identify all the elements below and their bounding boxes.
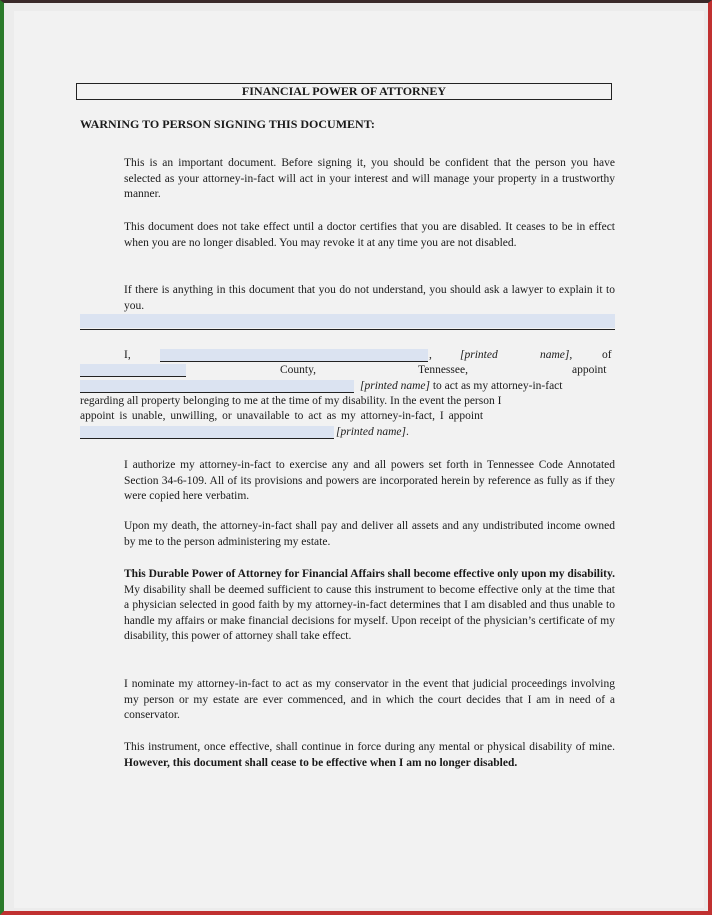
separator-line (80, 329, 615, 330)
printed-label-1 (460, 348, 498, 363)
warning-paragraph-2-text: This document does not take effect until a doctor certifies that you are disabled. It ceases to be in effect when you are no longer disabled. You may revoke it at any time you are not disabled. (124, 221, 615, 249)
appointment-line-4: appoint is unable, unwilling, or unavailable to act as my attorney-in-fact, I appoint (80, 410, 484, 422)
warning-paragraph-3-text: If there is anything in this document that you do not understand, you should ask a lawyer to explain it to you. (124, 284, 615, 312)
warning-paragraph-1-text: This is an important document. Before signing it, you should be confident that the person you have selected as your attorney-in-fact will act in your interest and will manage your property in a trustworthy manner. (124, 157, 615, 200)
state-label: Tennessee, (418, 364, 468, 376)
warning-heading: WARNING TO PERSON SIGNING THIS DOCUMENT: (80, 117, 375, 131)
appointment-line-3: regarding all property belonging to me at the time of my disability. In the event the person I (80, 395, 502, 407)
warning-paragraph-2 (80, 220, 615, 251)
printed-word: [printed (460, 349, 498, 361)
act-line (360, 379, 562, 394)
i-label: I, (124, 349, 131, 361)
authorize-paragraph-text: I authorize my attorney-in-fact to exercise any and all powers set forth in Tennessee Code Annotated Section 34-6-109. All of its provisions and powers are incorporated herein by reference as fully as if they were copied here verbatim. (124, 459, 615, 502)
instrument-text: This instrument, once effective, shall continue in force during any mental or physical disability of mine. (124, 741, 615, 753)
principal-name-field[interactable] (160, 349, 428, 362)
durable-bold-text: This Durable Power of Attorney for Financial Affairs shall become effective only upon my disability. (124, 568, 615, 580)
comma: , (429, 349, 432, 361)
durable-paragraph (80, 567, 615, 645)
appoint-label: appoint (572, 364, 607, 376)
printed-name-act: [printed name] (360, 380, 430, 392)
highlight-band (80, 314, 615, 328)
conservator-paragraph-text: I nominate my attorney-in-fact to act as my conservator in the event that judicial proceedings involving my person or my estate are ever commenced, and in which the court decides that I am in need of a conservator. (124, 678, 615, 721)
death-paragraph-text: Upon my death, the attorney-in-fact shall pay and deliver all assets and any undistributed income owned by me to the person administering my estate. (124, 520, 615, 548)
instrument-bold-text: However, this document shall cease to be effective when I am no longer disabled. (124, 756, 518, 769)
durable-rest-text: My disability shall be deemed sufficient to cause this instrument to become effective only at the time that a physician selected in good faith by my attorney-in-fact determines that I am disabled and thus unable to handle my affairs or make financial decisions for myself. Upon receipt of the physician’s certificate of my disability, this power of attorney shall take effect. (124, 583, 615, 642)
instrument-paragraph (80, 740, 615, 771)
warning-paragraph-1 (80, 156, 615, 203)
county-name-field[interactable] (80, 364, 186, 377)
authorize-paragraph (80, 458, 615, 505)
act-text: to act as my attorney-in-fact (432, 380, 563, 392)
alternate-attorney-name-field[interactable] (80, 426, 334, 439)
printed-label-2 (540, 348, 572, 363)
conservator-paragraph (80, 677, 615, 724)
attorney-name-field[interactable] (80, 380, 354, 393)
instrument-paragraph-text (80, 740, 615, 771)
county-label: County, (280, 364, 316, 376)
name-word: name], (540, 349, 573, 361)
document-title: FINANCIAL POWER OF ATTORNEY (76, 83, 612, 100)
printed-name-end-line (336, 425, 409, 440)
of-word: of (602, 349, 612, 361)
durable-paragraph-text (80, 567, 615, 645)
death-paragraph (80, 519, 615, 550)
printed-name-end: [printed name] (336, 426, 406, 438)
period: . (405, 426, 409, 438)
warning-paragraph-3 (80, 283, 615, 314)
